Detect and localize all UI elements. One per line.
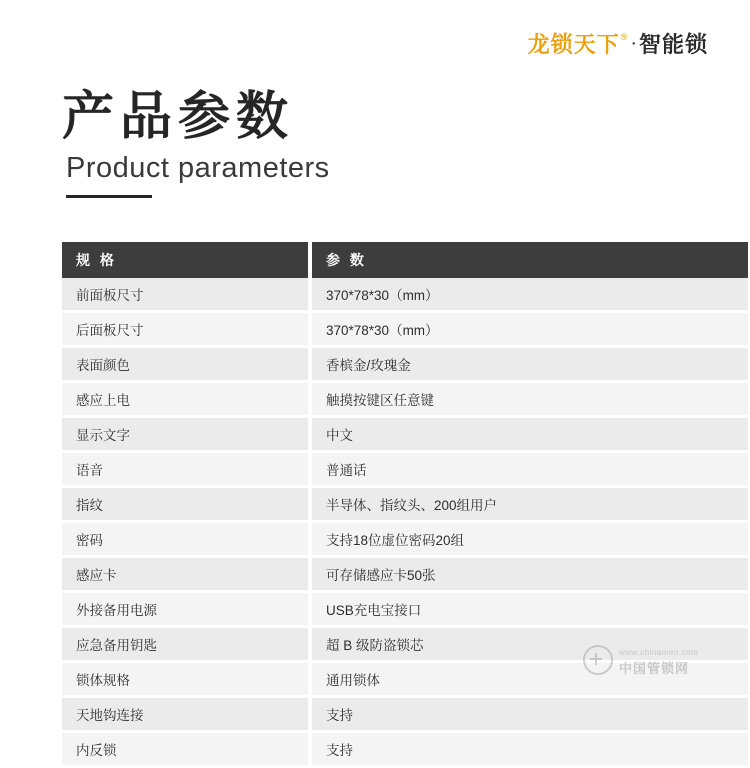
specification-table (62, 242, 748, 768)
table-row (62, 417, 748, 452)
title-underline (66, 195, 152, 198)
page-title-en: Product parameters (66, 151, 330, 184)
table-row (62, 732, 748, 767)
row-spec-value: 370*78*30（mm） (310, 312, 748, 347)
table-row (62, 382, 748, 417)
row-spec-label: 语音 (62, 452, 310, 487)
brand-logo (528, 28, 708, 59)
table-row (62, 557, 748, 592)
brand-name-primary: 龙锁天下 (527, 32, 620, 57)
row-spec-value: 支持 (310, 697, 748, 732)
row-spec-label: 前面板尺寸 (62, 278, 310, 312)
row-spec-value: 370*78*30（mm） (310, 278, 748, 312)
brand-separator: · (630, 32, 637, 54)
row-spec-value: 支持18位虚位密码20组 (310, 522, 748, 557)
watermark-url: www.chinamen.com (619, 648, 699, 657)
row-spec-value: 超 B 级防盗锁芯 (310, 627, 748, 662)
table-row (62, 347, 748, 382)
row-spec-value: 可存储感应卡50张 (310, 557, 748, 592)
row-spec-value: 香槟金/玫瑰金 (310, 347, 748, 382)
row-spec-label: 天地钩连接 (62, 697, 310, 732)
registered-trademark-icon: ® (620, 31, 628, 42)
table-row (62, 487, 748, 522)
row-spec-label: 指纹 (62, 487, 310, 522)
row-spec-label: 后面板尺寸 (62, 312, 310, 347)
table-row (62, 697, 748, 732)
table-row (62, 522, 748, 557)
brand-name-secondary: 智能锁 (638, 32, 708, 57)
row-spec-value: 中文 (310, 417, 748, 452)
table-body (62, 278, 748, 767)
row-spec-value: 半导体、指纹头、200组用户 (310, 487, 748, 522)
row-spec-label: 感应上电 (62, 382, 310, 417)
row-spec-value: USB充电宝接口 (310, 592, 748, 627)
table-row (62, 278, 748, 312)
table-row (62, 452, 748, 487)
table-row (62, 592, 748, 627)
row-spec-value: 支持 (310, 732, 748, 767)
row-spec-value: 普通话 (310, 452, 748, 487)
table-header-value: 参 数 (310, 242, 748, 278)
watermark (583, 642, 698, 677)
row-spec-label: 外接备用电源 (62, 592, 310, 627)
page-title-cn: 产品参数 (62, 87, 295, 147)
row-spec-label: 密码 (62, 522, 310, 557)
row-spec-label: 显示文字 (62, 417, 310, 452)
row-spec-label: 内反锁 (62, 732, 310, 767)
row-spec-label: 表面颜色 (62, 347, 310, 382)
page-title (62, 88, 330, 198)
row-spec-value: 通用锁体 (310, 662, 748, 697)
row-spec-label: 锁体规格 (62, 662, 310, 697)
row-spec-label: 感应卡 (62, 557, 310, 592)
watermark-logo-icon (583, 645, 613, 675)
row-spec-value: 触摸按键区任意键 (310, 382, 748, 417)
watermark-text (619, 642, 698, 677)
watermark-site-name: 中国管锁网 (619, 660, 690, 676)
table-header-row (62, 242, 748, 278)
row-spec-label: 应急备用钥匙 (62, 627, 310, 662)
table-header-spec: 规 格 (62, 242, 310, 278)
table-row (62, 312, 748, 347)
